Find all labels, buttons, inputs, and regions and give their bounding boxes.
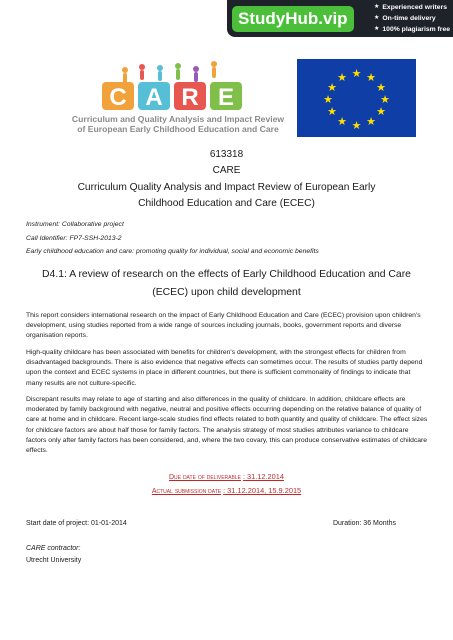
due-date-value: : 31.12.2014 (242, 472, 284, 481)
duration: Duration: 36 Months (332, 520, 396, 527)
svg-text:★: ★ (376, 81, 386, 94)
star-icon: ★ (374, 4, 380, 10)
care-logo-caption (62, 114, 294, 134)
svg-text:★: ★ (366, 71, 376, 84)
due-date-label: Due date of deliverable (169, 474, 241, 481)
svg-text:★: ★ (327, 105, 337, 118)
logo-letter: A (145, 84, 163, 111)
svg-text:★: ★ (337, 115, 347, 128)
svg-text:★: ★ (376, 105, 386, 118)
studyhub-logo[interactable]: StudyHub.vip (232, 6, 354, 32)
logo-letter: C (109, 84, 127, 111)
instrument-line: Instrument: Collaborative project (26, 221, 124, 228)
star-icon: ★ (374, 26, 380, 32)
banner-features (374, 2, 450, 35)
svg-text:★: ★ (380, 93, 390, 106)
start-date: Start date of project: 01-01-2014 (26, 520, 127, 527)
studyhub-banner[interactable] (227, 0, 453, 37)
svg-text:★: ★ (327, 81, 337, 94)
svg-text:★: ★ (323, 93, 333, 106)
logo-letter: E (217, 84, 235, 111)
logo-letter: R (181, 84, 199, 111)
banner-feature: ★ On-time delivery (374, 15, 436, 22)
project-number: 613318 (209, 149, 244, 160)
svg-text:★: ★ (351, 119, 362, 132)
actual-date-label: Actual submission date (151, 488, 222, 495)
project-acronym: CARE (212, 165, 241, 176)
topic-line: Early childhood education and care: promoting quality for individual, social and economic benefits (26, 248, 319, 255)
contractor-name: Utrecht University (26, 557, 82, 564)
abstract-paragraph: Discrepant results may relate to age of starting and also differences in the quality of childcare. In addition, childcare effects are moderated by family background with negative, neutral and positive effects occurring depending on the relative balance of quality of care at home and in childcare. Recent large-scale studies find effects related to both quantity and quality of childcare. The effect sizes for childcare factors are about half those for family factors. The analysis strategy of most studies attributes variance to childcare factors only after family factors has been considered, and, where the two covary, this can produce conservative estimates of childcare effects. (26, 396, 428, 455)
deliverable-title: D4.1: A review of research on the effects of Early Childhood Education and Care (ECEC) upon child development (42, 269, 411, 298)
caption-line: Curriculum and Quality Analysis and Impact Review (71, 114, 285, 124)
project-title: Curriculum Quality Analysis and Impact Review of European Early Childhood Education and Care (ECEC) (77, 182, 376, 209)
abstract-paragraph: This report considers international research on the impact of Early Childhood Education and Care (ECEC) provision upon children's development, using studies reported from a wide range of sources including journals, books, government reports and diverse organisation reports. (26, 312, 421, 340)
contractor-label: CARE contractor: (26, 545, 81, 552)
eu-flag-icon (297, 59, 416, 137)
due-date (0, 472, 453, 481)
star-icon: ★ (374, 15, 380, 21)
svg-text:★: ★ (351, 67, 362, 80)
children-figures-icon (122, 61, 217, 83)
banner-feature: ★ Experienced writers (374, 4, 447, 11)
banner-feature: ★ 100% plagiarism free (374, 26, 451, 33)
call-identifier-line: Call Identifier: FP7-SSH-2013-2 (26, 235, 122, 242)
svg-text:★: ★ (337, 71, 347, 84)
abstract-paragraph: High-quality childcare has been associated with benefits for children's development, with the strongest effects for children from disadvantaged backgrounds. There is also evidence that negative effects can sometimes occur. The results of studies partly depend upon the context and ECEC systems in place in different countries, but there is sufficient commonality of findings to indicate that many results are not culture-specific. (26, 349, 423, 387)
actual-submission-date (0, 486, 453, 495)
actual-date-value: : 31.12.2014, 15.9.2015 (223, 486, 302, 495)
caption-line: of European Early Childhood Education and Care (77, 124, 279, 134)
svg-text:★: ★ (366, 115, 376, 128)
care-letter-blocks (102, 82, 242, 111)
